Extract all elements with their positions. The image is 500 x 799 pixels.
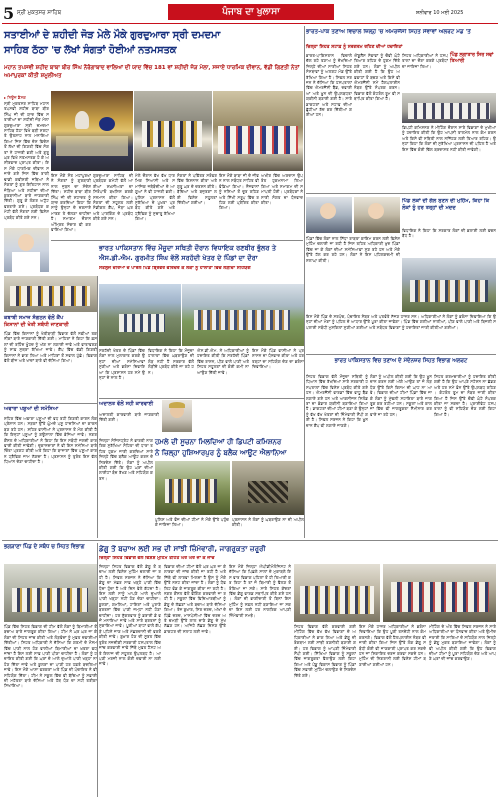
lead-column-6-text: ਇਸ ਮੌਕੇ ਬਾਬਾ ਜੀ ਦੇ ਜੀਵਨ ਨਾਲ ਸਬੰਧਤ ਸਾਹਿਤ ਵੀ ਵੰਡਿਆ ਗਿਆ। ਨੌਜਵਾਨਾਂ ਨੂੰ ਨਸ਼ਿਆਂ ਤੋਂ ਦੂਰ ਰਹਿਣ ਅਤੇ ਸਿੱਖੀ ਸਰੂਪ ਵਿੱਚ ਰਹਿਣ ਲਈ ਪ੍ਰੇਰਿਤ ਕੀਤਾ ਗਿਆ।: [219, 173, 259, 211]
bottom-left-photo: [4, 564, 97, 622]
bottom-left-text: ਪਿੰਡ ਵਿੱਚ ਸਿਹਤ ਵਿਭਾਗ ਦੀ ਟੀਮ ਵੱਲੋਂ ਲੋਕਾਂ ਨੂੰ ਬਿਮਾਰੀਆਂ ਤੋਂ ਬਚਾਅ ਬਾਰੇ ਜਾਗਰੂਕ ਕੀਤਾ ਗਿਆ। ਟੀਮ ਨੇ ਘਰ ਘਰ ਜਾ ਕੇ ਲੋਕਾਂ ਦੀ ਸਿਹਤ ਜਾਂਚ ਕੀਤੀ ਅਤੇ ਲੋੜਵੰਦਾਂ ਨੂੰ ਮੁਫ਼ਤ ਦਵਾਈਆਂ ਦਿੱਤੀਆਂ। ਸਿਹਤ ਅਧਿਕਾਰੀ ਨੇ ਦੱਸਿਆ ਕਿ ਗਰਮੀ ਦੇ ਮੌਸਮ ਵਿੱਚ ਪਾਣੀ ਨਾਲ ਹੋਣ ਵਾਲੀਆਂ ਬਿਮਾਰੀਆਂ ਦਾ ਖ਼ਤਰਾ ਵਧ ਜਾਂਦਾ ਹੈ ਇਸ ਲਈ ਸਾਫ਼ ਪਾਣੀ ਪੀਣਾ ਚਾਹੀਦਾ ਹੈ। ਲੋਕਾਂ ਨੂੰ ਹਦਾਇਤ ਕੀਤੀ ਗਈ ਕਿ ਘਰਾਂ ਦੇ ਆਲੇ ਦੁਆਲੇ ਪਾਣੀ ਖੜ੍ਹਾ ਨਾ ਹੋਣ ਦਿੱਤਾ ਜਾਵੇ ਅਤੇ ਕੂਲਰਾਂ ਦਾ ਪਾਣੀ ਹਰ ਹਫ਼ਤੇ ਬਦਲਿਆ ਜਾਵੇ। ਇਸ ਮੌਕੇ ਆਸ਼ਾ ਵਰਕਰਾਂ ਅਤੇ ਪਿੰਡ ਦੀ ਪੰਚਾਇਤ ਨੇ ਵੀ ਸਹਿਯੋਗ ਦਿੱਤਾ। ਟੀਮ ਨੇ ਸਕੂਲ ਵਿੱਚ ਵੀ ਬੱਚਿਆਂ ਨੂੰ ਸਫ਼ਾਈ ਦੀ ਮਹੱਤਤਾ ਬਾਰੇ ਦੱਸਿਆ ਅਤੇ ਹੱਥ ਧੋਣ ਦਾ ਸਹੀ ਤਰੀਕਾ ਸਿਖਾਇਆ।: [4, 624, 97, 689]
section-label: ਸ੍ਰੀ ਮੁਕਤਸਰ ਸਾਹਿਬ: [17, 10, 62, 16]
lower-center-portrait: [162, 400, 192, 432]
lead-photo-stage: [51, 91, 133, 171]
lower-center-photo-field: [155, 461, 230, 515]
center-photo-river: [99, 284, 181, 346]
right-top-subhead: ਜ਼ਿਲ੍ਹਾ ਸਿਹਤ ਸਟਾਫ਼ ਨੂੰ ਸਰਗਰਮ ਰਹਿਣ ਦੀਆਂ ਹਦਾਇਤਾਂ: [306, 45, 403, 50]
bottom-center-headline: ਡੇਂਗੂ ਤੋਂ ਬਚਾਅ ਲਈ ਸਭ ਦੀ ਸਾਂਝੀ ਜ਼ਿੰਮੇਵਾਰੀ, ਜਾਗਰੂਕਤਾ ਜ਼ਰੂਰੀ: [99, 544, 266, 553]
bottom-center-subhead: ਜ਼ਿਲ੍ਹਾ ਸਿਹਤ ਵਿਭਾਗ ਵੱਲੋਂ ਵਿਸ਼ੇਸ਼ ਮੁਹਿੰਮ ਤਹਿਤ ਘਰ ਘਰ ਜਾ ਕੇ ਜਾਂਚ: [99, 556, 215, 561]
right-lower-column-3: ਸਿਹਤ ਕਰਮਚਾਰੀਆਂ ਨੂੰ ਹਦਾਇਤ ਕੀਤੀ ਗਈ ਹੈ ਕਿ ਉਹ ਆਪਣੇ ਸਟੇਸ਼ਨ ਨਾ ਛੱਡਣ ਅਤੇ ਹਰ ਸਮੇਂ ਫ਼ੋਨ ਉੱਤੇ ਉਪਲਬਧ ਰਹਿਣ। ਕੰਟਰੋਲ ਰੂਮ ਦਾ ਨੰਬਰ ਜਾਰੀ ਕੀਤਾ ਗਿਆ ਹੈ ਜਿਸ ਉੱਤੇ ਚੌਵੀ ਘੰਟੇ ਸੰਪਰਕ ਕੀਤਾ ਜਾ ਸਕਦਾ ਹੈ। ਪ੍ਰਾਈਵੇਟ ਹਸਪਤਾਲਾਂ ਨੂੰ ਵੀ ਸਹਿਯੋਗ ਦੇਣ ਲਈ ਕਿਹਾ ਗਿਆ ਹੈ।: [434, 374, 496, 417]
right-top-column-4: ਡਿਪਟੀ ਕਮਿਸ਼ਨਰ ਨੇ ਮੀਟਿੰਗ ਦੌਰਾਨ ਸਾਰੇ ਵਿਭਾਗਾਂ ਦੇ ਮੁਖੀਆਂ ਨੂੰ ਹਦਾਇਤ ਕੀਤੀ ਕਿ ਉਹ ਆਪਸੀ ਤਾਲਮੇਲ ਨਾਲ ਕੰਮ ਕਰਨ ਅਤੇ ਕਿਸੇ ਵੀ ਸਥਿਤੀ ਨਾਲ ਨਜਿੱਠਣ ਲਈ ਤਿਆਰ ਰਹਿਣ। ਉਨ੍ਹਾਂ ਕਿਹਾ ਕਿ ਲੋਕਾਂ ਦੀ ਸੁਰੱਖਿਆ ਪ੍ਰਸ਼ਾਸਨ ਦੀ ਪਹਿਲ ਹੈ ਅਤੇ ਇਸ ਵਿੱਚ ਕੋਈ ਢਿੱਲ ਬਰਦਾਸ਼ਤ ਨਹੀਂ ਕੀਤੀ ਜਾਵੇਗੀ।: [402, 125, 496, 152]
center-column-2-text: ਵਿਧਾਇਕ ਨੇ ਕਿਹਾ ਕਿ ਮੌਜੂਦਾ ਹਾਲਾਤਾਂ ਵਿੱਚ ਘਬਰਾਉਣ ਦੀ ਲੋੜ ਨਹੀਂ ਹੈ ਸਰਕਾਰ ਵੱਲੋਂ ਲੋੜੀਂਦੇ ਪ੍ਰਬੰਧ ਕੀਤੇ ਜਾ ਰਹੇ ਹਨ।: [148, 348, 194, 375]
lower-center-small-headline: ਅਦਾਲਤ ਵੱਲੋਂ ਸਹੀ ਕਾਰਵਾਈ: [99, 401, 154, 407]
divider: [306, 193, 496, 194]
bottom-right-column-1: ਸਿਹਤ ਵਿਭਾਗ ਵੱਲੋਂ ਕਰਵਾਈ ਗਈ ਮੀਟਿੰਗ ਵਿੱਚ ਵੱਖ ਵੱਖ ਵਿਭਾਗਾਂ ਦੇ ਅਧਿਕਾਰੀਆਂ ਨੇ ਭਾਗ ਲਿਆ ਅਤੇ ਡੇਂਗੂ ਦੀ ਰੋਕਥਾਮ ਲਈ ਸਾਂਝੀ ਰਣਨੀਤੀ ਬਣਾਈ ਗਈ। ਹਰ ਵਿਭਾਗ ਨੂੰ ਆਪਣੀ ਜ਼ਿੰਮੇਵਾਰੀ ਸੌਂਪੀ ਗਈ। ਸਿੱਖਿਆ ਵਿਭਾਗ ਨੂੰ ਸਕੂਲਾਂ ਵਿੱਚ ਜਾਗਰੂਕਤਾ ਫੈਲਾਉਣ ਲਈ ਕਿਹਾ ਗਿਆ ਅਤੇ ਪੇਂਡੂ ਵਿਕਾਸ ਵਿਭਾਗ ਨੂੰ ਪਿੰਡਾਂ ਵਿੱਚ ਸਫ਼ਾਈ ਮੁਹਿੰਮ ਚਲਾਉਣ ਦੇ ਨਿਰਦੇਸ਼ ਦਿੱਤੇ ਗਏ।: [294, 624, 356, 678]
right-mid-photo-1: [306, 197, 352, 233]
divider: [4, 403, 97, 404]
bottom-center-column-1: ਜ਼ਿਲ੍ਹਾ ਸਿਹਤ ਵਿਭਾਗ ਵੱਲੋਂ ਡੇਂਗੂ ਤੋਂ ਬਚਾਅ ਲਈ ਵਿਸ਼ੇਸ਼ ਮੁਹਿੰਮ ਚਲਾਈ ਜਾ ਰਹੀ ਹੈ। ਸਿਵਲ ਸਰਜਨ ਨੇ ਦੱਸਿਆ ਕਿ ਡੇਂਗੂ ਦਾ ਮੱਛਰ ਸਾਫ਼ ਖੜ੍ਹੇ ਪਾਣੀ ਵਿੱਚ ਪੈਦਾ ਹੁੰਦਾ ਹੈ ਅਤੇ ਦਿਨ ਵੇਲੇ ਕੱਟਦਾ ਹੈ। ਇਸ ਲਈ ਸਾਨੂੰ ਆਪਣੇ ਆਲੇ ਦੁਆਲੇ ਪਾਣੀ ਖੜ੍ਹਾ ਨਹੀਂ ਹੋਣ ਦੇਣਾ ਚਾਹੀਦਾ। ਕੂਲਰਾਂ, ਗਮਲਿਆਂ, ਟਾਇਰਾਂ ਅਤੇ ਪੁਰਾਣੇ ਬਰਤਨਾਂ ਵਿੱਚ ਪਾਣੀ ਜਮ੍ਹਾਂ ਨਹੀਂ ਹੋਣਾ ਚਾਹੀਦਾ। ਹਰ ਸ਼ੁੱਕਰਵਾਰ ਨੂੰ ਡਰਾਈ ਡੇ ਵਜੋਂ ਮਨਾਇਆ ਜਾਵੇ ਅਤੇ ਸਾਰੇ ਬਰਤਨਾਂ ਨੂੰ ਸੁਕਾਇਆ ਜਾਵੇ। ਪੂਰੀਆਂ ਬਾਹਾਂ ਵਾਲੇ ਕੱਪੜੇ ਪਹਿਨੇ ਜਾਣ ਅਤੇ ਮੱਛਰਦਾਨੀ ਦੀ ਵਰਤੋਂ ਕੀਤੀ ਜਾਵੇ। ਬੁਖ਼ਾਰ ਹੋਣ ਦੀ ਸੂਰਤ ਵਿੱਚ ਤੁਰੰਤ ਨਜ਼ਦੀਕੀ ਸਰਕਾਰੀ ਹਸਪਤਾਲ ਵਿੱਚ ਜਾਂਚ ਕਰਵਾਈ ਜਾਵੇ ਜਿੱਥੇ ਮੁਫ਼ਤ ਟੈਸਟ ਅਤੇ ਇਲਾਜ ਦੀ ਸਹੂਲਤ ਉਪਲਬਧ ਹੈ। ਆਪਣੀ ਮਰਜ਼ੀ ਨਾਲ ਕੋਈ ਦਵਾਈ ਨਾ ਲਈ ਜਾਵੇ।: [99, 564, 161, 667]
lower-center-column-1: ਜ਼ਿਲ੍ਹਾ ਮੈਜਿਸਟ੍ਰੇਟ ਨੇ ਭਾਰਤੀ ਨਾਗਰਿਕ ਸੁਰੱਖਿਆ ਸੰਹਿਤਾ ਦੀ ਧਾਰਾ ਤਹਿਤ ਹੁਕਮ ਜਾਰੀ ਕਰਦਿਆਂ ਸਾਰੇ ਜ਼ਿਲ੍ਹੇ ਵਿੱਚ ਬਲੈਕ ਆਊਟ ਕਰਨ ਦੇ ਨਿਰਦੇਸ਼ ਦਿੱਤੇ। ਲੋਕਾਂ ਨੂੰ ਅਪੀਲ ਕੀਤੀ ਗਈ ਕਿ ਉਹ ਘਰਾਂ ਦੀਆਂ ਲਾਈਟਾਂ ਬੰਦ ਰੱਖਣ ਅਤੇ ਸਹਿਯੋਗ ਕਰਨ।: [99, 438, 153, 481]
lead-column-5-text: ਸੰਗਤਾਂ ਨੇ ਪਵਿੱਤਰ ਸਰੋਵਰ ਵਿੱਚ ਇਸ਼ਨਾਨ ਕੀਤਾ ਅਤੇ ਗੁਰੂ ਘਰ ਦੇ ਦਰਸ਼ਨ ਕੀਤੇ। ਬੱਚਿਆਂ ਅਤੇ ਬਜ਼ੁਰਗਾਂ ਲਈ ਵਿਸ਼ੇਸ਼ ਸਹੂਲਤਾਂ ਦਿੱਤੀਆਂ ਗਈਆਂ।: [177, 173, 217, 206]
lead-column-2-text: ਇਸ ਮੌਕੇ ਸੰਤ ਮਹਾਂਪੁਰਖਾਂ ਨੇ ਸੰਗਤਾਂ ਨੂੰ ਗੁਰਬਾਣੀ ਨਾਲ ਜੁੜਨ ਦਾ ਸੰਦੇਸ਼ ਦਿੱਤਾ। ਸ਼ਹੀਦ ਬਾਬਾ ਬੀਰ ਸਿੰਘ ਜੀ ਦੀ ਸ਼ਹਾਦਤ ਨੂੰ ਯਾਦ ਕਰਦਿਆਂ ਕਿਹਾ ਕਿ ਸਾਨੂੰ ਉਨ੍ਹਾਂ ਦੇ ਦਰਸਾਏ ਮਾਰਗ ਤੇ ਚੱਲਣਾ ਚਾਹੀਦਾ ਹੈ। ਸਮਾਗਮ ਦੌਰਾਨ ਅੰਮ੍ਰਿਤ ਸੰਚਾਰ ਵੀ ਕਰਵਾਇਆ ਗਿਆ।: [51, 173, 91, 233]
lead-photo-crowd: [134, 91, 212, 171]
lower-center-headline-2: ਨੇ ਜ਼ਿਲ੍ਹਾ ਹੁਸ਼ਿਆਰਪੁਰ ਨੂੰ ਬਲੈਕ ਆਊਟ ਐਲਾਨਿਆ: [155, 449, 287, 457]
lead-column-7-text: ਅਖੀਰ ਵਿੱਚ ਅਰਦਾਸ ਉਪਰੰਤ ਹੁਕਮਨਾਮਾ ਲਿਆ ਗਿਆ ਅਤੇ ਸਮਾਗਮ ਦੀ ਸਮਾਪਤੀ ਹੋਈ। ਪ੍ਰਬੰਧਕਾਂ ਨੇ ਸਾਰੀ ਸੰਗਤ ਦਾ ਧੰਨਵਾਦ ਕੀਤਾ।: [261, 173, 303, 206]
bottom-center-column-3: ਇਸ ਮੌਕੇ ਜ਼ਿਲ੍ਹਾ ਐਪੀਡੀਮੋਲੋਜਿਸਟ ਨੇ ਦੱਸਿਆ ਕਿ ਪਿਛਲੇ ਸਾਲਾਂ ਦੇ ਮੁਕਾਬਲੇ ਇਸ ਵਾਰ ਵਿਭਾਗ ਪਹਿਲਾਂ ਤੋਂ ਹੀ ਤਿਆਰੀ ਕਰ ਰਿਹਾ ਹੈ ਤਾਂ ਜੋ ਬਿਮਾਰੀ ਨੂੰ ਫੈਲਣ ਤੋਂ ਰੋਕਿਆ ਜਾ ਸਕੇ। ਸਾਰੇ ਸਿਹਤ ਕੇਂਦਰਾਂ ਵਿੱਚ ਡੇਂਗੂ ਵਾਰਡ ਸਥਾਪਿਤ ਕੀਤੇ ਗਏ ਹਨ। ਲੋਕਾਂ ਦੀ ਭਾਗੀਦਾਰੀ ਤੋਂ ਬਿਨਾਂ ਇਸ ਮੁਹਿੰਮ ਨੂੰ ਸਫ਼ਲ ਨਹੀਂ ਬਣਾਇਆ ਜਾ ਸਕਦਾ ਇਸ ਲਈ ਹਰ ਨਾਗਰਿਕ ਆਪਣੀ ਜ਼ਿੰਮੇਵਾਰੀ ਸਮਝੇ।: [229, 564, 291, 618]
left-lower-headline: ਅਵਾਰਾ ਪਸ਼ੂਆਂ ਦੀ ਸਮੱਸਿਆ: [4, 406, 59, 412]
right-top-photo-meeting: [402, 93, 496, 123]
right-mid-column-1: ਪਿੰਡਾਂ ਵਿੱਚ ਲੋਕਾਂ ਨਾਲ ਸਿੱਧਾ ਰਾਬਤਾ ਕਾਇਮ ਕਰਨ ਲਈ ਵਿਸ਼ੇਸ਼ ਮੁਹਿੰਮ ਚਲਾਈ ਜਾ ਰਹੀ ਹੈ ਜਿਸ ਤਹਿਤ ਅਧਿਕਾਰੀ ਖ਼ੁਦ ਪਿੰਡਾਂ ਵਿੱਚ ਜਾ ਕੇ ਲੋਕਾਂ ਦੀਆਂ ਸਮੱਸਿਆਵਾਂ ਸੁਣ ਰਹੇ ਹਨ ਅਤੇ ਮੌਕੇ ਉੱਤੇ ਹੱਲ ਕਰ ਰਹੇ ਹਨ। ਲੋਕਾਂ ਨੇ ਇਸ ਪਹਿਲਕਦਮੀ ਦੀ ਸ਼ਲਾਘਾ ਕੀਤੀ।: [306, 236, 400, 263]
center-column-1-text: ਸਰਹੱਦੀ ਖੇਤਰ ਦੇ ਪਿੰਡਾਂ ਵਿੱਚ ਲੋਕਾਂ ਨਾਲ ਮੁਲਾਕਾਤ ਕਰਕੇ ਉਨ੍ਹਾਂ ਦੀਆਂ ਸਮੱਸਿਆਵਾਂ ਸੁਣੀਆਂ ਅਤੇ ਭਰੋਸਾ ਦਿਵਾਇਆ ਕਿ ਪ੍ਰਸ਼ਾਸਨ ਹਰ ਸਮੇਂ ਉਨ੍ਹਾਂ ਦੇ ਨਾਲ ਹੈ।: [99, 348, 145, 381]
divider: [306, 354, 496, 355]
column-rule: [97, 543, 98, 797]
masthead-title: ਪੰਜਾਬ ਦਾ ਖੁਲਾਸਾ: [222, 7, 280, 17]
center-column-3-text: ਐਸ.ਡੀ.ਐਮ. ਨੇ ਅਧਿਕਾਰੀਆਂ ਨੂੰ ਹਦਾਇਤ ਕੀਤੀ ਕਿ ਸਰਹੱਦੀ ਪਿੰਡਾਂ ਵਿੱਚ ਰਾਸ਼ਨ, ਪੀਣ ਵਾਲੇ ਪਾਣੀ ਅਤੇ ਸਿਹਤ ਸਹੂਲਤਾਂ ਦੀ ਕੋਈ ਕਮੀ ਨਾ ਆਉਣ ਦਿੱਤੀ ਜਾਵੇ।: [197, 348, 249, 375]
bottom-right-column-3: ਮੀਟਿੰਗ ਦੇ ਅੰਤ ਵਿੱਚ ਸਿਵਲ ਸਰਜਨ ਨੇ ਸਾਰੇ ਅਧਿਕਾਰੀਆਂ ਦਾ ਧੰਨਵਾਦ ਕੀਤਾ ਅਤੇ ਉਮੀਦ ਜਤਾਈ ਕਿ ਸਾਰਿਆਂ ਦੇ ਸਹਿਯੋਗ ਨਾਲ ਜ਼ਿਲ੍ਹੇ ਨੂੰ ਡੇਂਗੂ ਮੁਕਤ ਬਣਾਇਆ ਜਾਵੇਗਾ। ਲੋਕਾਂ ਨੂੰ ਵੀ ਅਪੀਲ ਕੀਤੀ ਗਈ ਕਿ ਉਹ ਵਿਭਾਗ ਦੀਆਂ ਟੀਮਾਂ ਨੂੰ ਪੂਰਾ ਸਹਿਯੋਗ ਦੇਣ ਅਤੇ ਆਪਣੇ ਘਰਾਂ ਦੀ ਜਾਂਚ ਕਰਵਾਉਣ।: [429, 624, 496, 662]
lower-center-intro: ਅਦਾਲਤੀ ਕਾਰਵਾਈ ਬਾਰੇ ਜਾਣਕਾਰੀ ਦਿੱਤੀ ਗਈ।: [99, 412, 159, 423]
masthead-date: ਸ਼ਨੀਵਾਰ 10 ਮਈ 2025: [416, 10, 464, 16]
center-headline-1: ਭਾਰਤ ਪਾਕਿਸਤਾਨ ਵਿੱਚ ਮੌਜੂਦਾ ਸਥਿਤੀ ਦੌਰਾਨ ਵਿਧਾਇਕ ਰਣਬੀਰ ਭੁੱਲਰ ਤੇ: [99, 244, 277, 252]
right-lower-column-2: ਲੋਕਾਂ ਨੂੰ ਅਪੀਲ ਕੀਤੀ ਗਈ ਕਿ ਉਹ ਖ਼ੂਨਦਾਨ ਕਰਨ ਲਈ ਅੱਗੇ ਆਉਣ ਤਾਂ ਜੋ ਲੋੜ ਪੈਣ ਉੱਤੇ ਕਿਸੇ ਕਿਸਮ ਦੀ ਘਾਟ ਨਾ ਆਵੇ। ਵਿਭਾਗ ਦੀਆਂ ਟੀਮਾਂ ਪਿੰਡਾਂ ਵਿੱਚ ਜਾ ਕੇ ਲੋਕਾਂ ਨੂੰ ਮੁੱਢਲੀ ਸਹਾਇਤਾ ਬਾਰੇ ਜਾਗਰੂਕ ਕਰ ਰਹੀਆਂ ਹਨ। ਸਕੂਲਾਂ ਅਤੇ ਕਾਲਜਾਂ ਵਿੱਚ ਵੀ ਜਾਗਰੂਕਤਾ ਸੈਮੀਨਾਰ ਕਰਵਾਏ ਜਾ ਰਹੇ ਹਨ।: [370, 374, 432, 417]
lead-column-4-text: ਮੇਲੇ ਦੌਰਾਨ ਵੱਖ ਵੱਖ ਧਾਰਮਿਕ ਸਿਆਸੀ ਅਤੇ ਸਮਾਜਿਕ ਜਥੇਬੰਦੀਆਂ ਦੇ ਆਗੂਆਂ ਨੇ ਵੀ ਹਾਜ਼ਰੀ ਭਰੀ। ਪੁਲਿਸ ਪ੍ਰਸ਼ਾਸਨ ਵੱਲੋਂ ਸੁਰੱਖਿਆ ਦੇ ਪੁਖ਼ਤਾ ਪ੍ਰਬੰਧ ਕੀਤੇ ਗਏ ਅਤੇ ਟ੍ਰੈਫਿਕ ਨੂੰ ਸੁਚਾਰੂ ਰੱਖਿਆ ਗਿਆ।: [135, 173, 175, 222]
lead-portrait-photo: [4, 228, 49, 272]
left-lower-text: ਸ਼ਹਿਰ ਵਿੱਚ ਅਵਾਰਾ ਪਸ਼ੂਆਂ ਦੀ ਵਧ ਰਹੀ ਗਿਣਤੀ ਕਾਰਨ ਲੋਕ ਪ੍ਰੇਸ਼ਾਨ ਹਨ। ਸੜਕਾਂ ਉੱਤੇ ਘੁੰਮਦੇ ਪਸ਼ੂ ਹਾਦਸਿਆਂ ਦਾ ਕਾਰਨ ਬਣ ਰਹੇ ਹਨ। ਸ਼ਹਿਰ ਵਾਸੀਆਂ ਨੇ ਪ੍ਰਸ਼ਾਸਨ ਤੋਂ ਮੰਗ ਕੀਤੀ ਹੈ ਕਿ ਇਨ੍ਹਾਂ ਪਸ਼ੂਆਂ ਨੂੰ ਗਊਸ਼ਾਲਾ ਵਿੱਚ ਭੇਜਿਆ ਜਾਵੇ। ਨਗਰ ਕੌਂਸਲ ਦੇ ਅਧਿਕਾਰੀਆਂ ਨੇ ਕਿਹਾ ਕਿ ਇਸ ਸਬੰਧੀ ਜਲਦੀ ਕਾਰਵਾਈ ਕੀਤੀ ਜਾਵੇਗੀ। ਦੁਕਾਨਦਾਰਾਂ ਨੇ ਵੀ ਇਸ ਸਮੱਸਿਆ ਬਾਰੇ ਚਿੰਤਾ ਪ੍ਰਗਟ ਕੀਤੀ ਅਤੇ ਕਿਹਾ ਕਿ ਬਾਜ਼ਾਰਾਂ ਵਿੱਚ ਪਸ਼ੂਆਂ ਕਾਰਨ ਟ੍ਰੈਫਿਕ ਜਾਮ ਲੱਗਦਾ ਹੈ। ਪ੍ਰਸ਼ਾਸਨ ਨੂੰ ਤੁਰੰਤ ਇਸ ਵੱਲ ਧਿਆਨ ਦੇਣਾ ਚਾਹੀਦਾ ਹੈ।: [4, 416, 97, 465]
bottom-center-photo-meeting: [294, 564, 380, 622]
lower-center-column-2: ਪੁਲਿਸ ਅਤੇ ਫੌਜ ਦੀਆਂ ਟੀਮਾਂ ਨੇ ਮੌਕੇ ਉੱਤੇ ਪਹੁੰਚ ਕੇ ਜਾਇਜ਼ਾ ਲਿਆ।: [155, 517, 229, 528]
bottom-right-photo-group: [383, 564, 496, 622]
left-mid-subhead: ਕਿਸਾਨਾਂ ਦੀ ਖੇਤੀ ਸਬੰਧੀ ਜਾਣਕਾਰੀ: [4, 322, 69, 328]
right-top-column-1: ਭਾਰਤ-ਪਾਕਿਸਤਾਨ ਵਿਚਾਲੇ ਚੱਲ ਰਹੇ ਤਣਾਅ ਨੂੰ ਦੇਖਦਿਆਂ ਜ਼ਿਲ੍ਹੇ ਦੀਆਂ ਸਾਰੀਆਂ ਸਿਹਤ ਸੰਸਥਾਵਾਂ ਨੂੰ ਅਲਰਟ ਮੋਡ ਉੱਤੇ ਰੱਖਿਆ ਗਿਆ ਹੈ। ਸਿਵਲ ਸਰਜਨ ਨੇ ਦੱਸਿਆ ਕਿ ਹਸਪਤਾਲਾਂ ਵਿੱਚ ਐਮਰਜੈਂਸੀ ਬੈੱਡ, ਦਵਾਈਆਂ ਅਤੇ ਖ਼ੂਨ ਦੀ ਉਪਲਬਧਤਾ ਯਕੀਨੀ ਬਣਾਈ ਗਈ ਹੈ। ਸਾਰੇ ਡਾਕਟਰਾਂ ਅਤੇ ਸਟਾਫ਼ ਦੀਆਂ ਛੁੱਟੀਆਂ ਰੱਦ ਕਰ ਦਿੱਤੀਆਂ ਗਈਆਂ ਹਨ।: [306, 53, 352, 118]
lower-center-headline-1: ਹਮਲੇ ਦੀ ਸੂਚਨਾ ਮਿਲਦਿਆਂ ਹੀ ਡਿਪਟੀ ਕਮਿਸ਼ਨਰ: [155, 438, 282, 446]
page-number: 5: [3, 4, 15, 23]
lead-photo-langar: [213, 91, 303, 171]
right-mid-photo-2: [354, 197, 400, 233]
lead-column-1-text: ਸ੍ਰੀ ਮੁਕਤਸਰ ਸਾਹਿਬ ਮਹਾਨ ਤਪਸਵੀ ਸ਼ਹੀਦ ਬਾਬਾ ਬੀਰ ਸਿੰਘ ਜੀ ਦੀ ਯਾਦ ਵਿੱਚ ਸਤਾਈਆਂ ਦਾ ਸ਼ਹੀਦੀ ਜੋੜ ਮੇਲਾ ਗੁਰਦੁਆਰਾ ਸ੍ਰੀ ਦਮਦਮਾ ਸਾਹਿਬ ਠੱਠਾ ਵਿਖੇ ਬੜੀ ਸ਼ਰਧਾ ਤੇ ਉਤਸ਼ਾਹ ਨਾਲ ਮਨਾਇਆ ਗਿਆ ਜਿਸ ਵਿੱਚ ਦੇਸ਼ ਵਿਦੇਸ਼ ਤੋਂ ਲੱਖਾਂ ਦੀ ਗਿਣਤੀ ਵਿੱਚ ਸੰਗਤਾਂ ਨੇ ਹਾਜ਼ਰੀ ਭਰੀ ਅਤੇ ਗੁਰੂ ਘਰ ਵਿਖੇ ਨਤਮਸਤਕ ਹੋ ਕੇ ਅਸ਼ੀਰਵਾਦ ਪ੍ਰਾਪਤ ਕੀਤਾ। ਇਸ ਮੌਕੇ ਧਾਰਮਿਕ ਦੀਵਾਨ ਸਜਾਏ ਗਏ ਜਿਸ ਵਿੱਚ ਰਾਗੀ ਢਾਡੀ ਕਵੀਸ਼ਰੀ ਜਥਿਆਂ ਨੇ ਸੰਗਤਾਂ ਨੂੰ ਗੁਰ ਇਤਿਹਾਸ ਨਾਲ ਜੋੜਿਆ ਅਤੇ ਸ਼ਹੀਦਾਂ ਦੀਆਂ ਕੁਰਬਾਨੀਆਂ ਬਾਰੇ ਜਾਣਕਾਰੀ ਦਿੱਤੀ। ਗੁਰੂ ਕੇ ਲੰਗਰ ਅਟੁੱਟ ਵਰਤਾਏ ਗਏ। ਪ੍ਰਬੰਧਕ ਕਮੇਟੀ ਵੱਲੋਂ ਸੰਗਤਾਂ ਲਈ ਵਿਸ਼ੇਸ਼ ਪ੍ਰਬੰਧ ਕੀਤੇ ਗਏ ਸਨ।: [4, 101, 49, 220]
lower-center-column-3: ਪ੍ਰਸ਼ਾਸਨ ਨੇ ਲੋਕਾਂ ਨੂੰ ਘਬਰਾਉਣ ਨਾ ਦੀ ਅਪੀਲ ਕੀਤੀ।: [232, 517, 304, 528]
lead-subhead: ਮਹਾਨ ਤਪਸਵੀ ਸ਼ਹੀਦ ਬਾਬਾ ਬੀਰ ਸਿੰਘ ਨੌਰੰਗਾਬਾਦ ਵਾਲਿਆਂ ਦੀ ਯਾਦ ਵਿੱਚ 181 ਵਾਂ ਸ਼ਹੀਦੀ ਜੋੜ ਮੇਲਾ, ਸਜਾਏ ਧਾਰਮਿਕ ਦੀਵਾਨ, ਵੱਡੀ ਗਿਣਤੀ ਨੇਤਾਂ ਅਮਾਂਪੁਰਕਾਂ ਕੀਤੀ ਸ਼ਮੂਲੀਅਤ: [4, 65, 300, 79]
column-rule: [97, 276, 98, 538]
left-mid-photo-group: [4, 276, 97, 312]
bottom-left-headline: ਭਗੜਾਣਾ ਪਿੰਡ ਦੇ ਸਬੰਧ ਚ ਸਿਹਤ ਵਿਭਾਗ: [4, 544, 85, 550]
right-top-headline: ਭਾਰਤ-ਪਾਕ ਤਣਾਅ ਵਿਚਾਲੇ ਜ਼ਿਲ੍ਹੇ 'ਚ ਐਮਰਜੈਂਸੀ ਸਿਹਤ ਸੇਵਾਵਾਂ ਅਲਰਟ ਮੋਡ 'ਤੇ: [306, 29, 471, 35]
center-photo-field: [182, 284, 304, 346]
divider: [51, 240, 303, 241]
right-lower-headline: ਭਾਰਤ ਪਾਕਿਸਤਾਨ ਵਿਚ ਤਣਾਅ ਦੇ ਮੱਦੇਨਜ਼ਰ ਸਿਹਤ ਵਿਭਾਗ ਅਲਰਟ: [334, 358, 468, 364]
center-column-4-text: ਇਸ ਮੌਕੇ ਪਿੰਡ ਵਾਸੀਆਂ ਨੇ ਪ੍ਰਸ਼ਾਸਨ ਦਾ ਧੰਨਵਾਦ ਕੀਤਾ ਅਤੇ ਹਰ ਤਰ੍ਹਾਂ ਦਾ ਸਹਿਯੋਗ ਦੇਣ ਦਾ ਭਰੋਸਾ ਦਿਵਾਇਆ।: [252, 348, 304, 370]
right-top-column-2: ਐਂਬੂਲੈਂਸ ਸੇਵਾਵਾਂ ਨੂੰ ਚੌਵੀ ਘੰਟੇ ਤਿਆਰ ਰਹਿਣ ਦੇ ਹੁਕਮ ਦਿੱਤੇ ਗਏ ਹਨ। ਲੋਕਾਂ ਨੂੰ ਅਪੀਲ ਕੀਤੀ ਗਈ ਹੈ ਕਿ ਉਹ ਅਫ਼ਵਾਹਾਂ ਤੋਂ ਬਚਣ ਅਤੇ ਕਿਸੇ ਵੀ ਐਮਰਜੈਂਸੀ ਸਮੇਂ ਹੈਲਪਲਾਈਨ ਨੰਬਰ ਉੱਤੇ ਸੰਪਰਕ ਕਰਨ। ਵਿਭਾਗ ਵੱਲੋਂ ਕੰਟਰੋਲ ਰੂਮ ਵੀ ਸਥਾਪਿਤ ਕੀਤਾ ਗਿਆ ਹੈ।: [354, 53, 400, 102]
left-mid-headline: ਕਬਾਬੀ ਸਮਾਜ ਸੰਗਠਨ ਵੱਲੋਂ ਕੈਂਪ: [4, 315, 64, 321]
column-rule: [304, 26, 305, 538]
left-mid-text: ਪਿੰਡ ਵਿੱਚ ਕਿਸਾਨਾਂ ਨੂੰ ਖੇਤੀਬਾੜੀ ਵਿਭਾਗ ਵੱਲੋਂ ਨਵੀਆਂ ਤਕਨੀਕਾਂ ਬਾਰੇ ਜਾਣਕਾਰੀ ਦਿੱਤੀ ਗਈ। ਮਾਹਿਰਾਂ ਨੇ ਕਿਹਾ ਕਿ ਫ਼ਸਲਾਂ ਦੀ ਰਹਿੰਦ ਖੂੰਹਦ ਨੂੰ ਅੱਗ ਨਾ ਲਗਾਈ ਜਾਵੇ ਅਤੇ ਵਾਤਾਵਰਣ ਨੂੰ ਸਾਫ਼ ਸੁਥਰਾ ਰੱਖਿਆ ਜਾਵੇ। ਕੈਂਪ ਵਿੱਚ ਵੱਡੀ ਗਿਣਤੀ ਕਿਸਾਨਾਂ ਨੇ ਭਾਗ ਲਿਆ ਅਤੇ ਮਾਹਿਰਾਂ ਤੋਂ ਸਵਾਲ ਪੁੱਛੇ। ਵਿਭਾਗ ਵੱਲੋਂ ਬੀਜ ਅਤੇ ਖਾਦਾਂ ਬਾਰੇ ਵੀ ਦੱਸਿਆ ਗਿਆ।: [4, 331, 97, 364]
divider: [99, 398, 304, 399]
divider: [2, 540, 498, 541]
lead-column-3-text: ਗੁਰਦੁਆਰਾ ਸਾਹਿਬ ਦੀ ਪ੍ਰਬੰਧਕ ਕਮੇਟੀ ਵੱਲੋਂ ਆਈਆਂ ਸ਼ਖ਼ਸੀਅਤਾਂ ਦਾ ਸਿਰੋਪਾਓ ਬਖਸ਼ਿਸ਼ ਕਰਕੇ ਸਨਮਾਨ ਕੀਤਾ ਗਿਆ। ਸੰਗਤਾਂ ਦੀ ਸਹੂਲਤ ਲਈ ਮੈਡੀਕਲ ਕੈਂਪ, ਜੋੜਾ ਘਰ ਅਤੇ ਪਾਰਕਿੰਗ ਦੇ ਪ੍ਰਬੰਧ ਕੀਤੇ ਗਏ ਸਨ।: [93, 173, 133, 222]
right-mid-column-3: ਇਸ ਮੌਕੇ ਪਿੰਡ ਦੇ ਸਰਪੰਚ, ਪੰਚਾਇਤ ਮੈਂਬਰ ਅਤੇ ਪਤਵੰਤੇ ਸੱਜਣ ਹਾਜ਼ਰ ਸਨ। ਅਧਿਕਾਰੀਆਂ ਨੇ ਲੋਕਾਂ ਨੂੰ ਭਰੋਸਾ ਦਿਵਾਇਆ ਕਿ ਉਨ੍ਹਾਂ ਦੀਆਂ ਮੰਗਾਂ ਨੂੰ ਪਹਿਲ ਦੇ ਆਧਾਰ ਉੱਤੇ ਪੂਰਾ ਕੀਤਾ ਜਾਵੇਗਾ। ਪਿੰਡ ਵਿੱਚ ਗਲੀਆਂ ਨਾਲੀਆਂ, ਪੀਣ ਵਾਲੇ ਪਾਣੀ ਅਤੇ ਬਿਜਲੀ ਸਪਲਾਈ ਸਬੰਧੀ ਮੁਸ਼ਕਿਲਾਂ ਸੁਣੀਆਂ ਗਈਆਂ ਅਤੇ ਸਬੰਧਤ ਵਿਭਾਗਾਂ ਨੂੰ ਹਦਾਇਤਾਂ ਜਾਰੀ ਕੀਤੀਆਂ ਗਈਆਂ।: [306, 314, 496, 330]
right-mid-headline: ਪਿੰਡ ਲੋਕਾਂ ਦੀ ਗੱਲ ਸੁਣਨ ਦੀ ਮੁਹਿੰਮ, ਕਿਹਾ ਕਿ ਲੋਕਾਂ ਨੂੰ ਹਰ ਤਰ੍ਹਾਂ ਦੀ ਮਦਦ: [402, 198, 490, 211]
lead-headline-1: ਸਤਾਈਆਂ ਦੇ ਸ਼ਹੀਦੀ ਜੋੜ ਮੇਲੇ ਮੌਕੇ ਗੁਰਦੁਆਰਾ ਸ੍ਰੀ ਦਮਦਮਾ: [4, 30, 221, 41]
center-subhead: ਸਤਲੁਜ ਦਰਿਆ ਦੇ ਪਾਰਲੇ ਪਿੰਡ ਬ੍ਰਿਵਰ ਵਰਿੰਦਰ ਕੇ ਲੋਕਾਂ ਨੂੰ ਹਾਲਾਤਾਂ ਵਿੱਚ ਲੋੜੀਂਦਾ ਸਹਿਯੋਗ: [99, 266, 251, 271]
right-lower-column-1: ਸਿਹਤ ਵਿਭਾਗ ਵੱਲੋਂ ਮੌਜੂਦਾ ਸਥਿਤੀ ਨੂੰ ਧਿਆਨ ਵਿੱਚ ਰੱਖਦਿਆਂ ਸਾਰੇ ਸਰਕਾਰੀ ਹਸਪਤਾਲਾਂ ਵਿੱਚ ਵਿਸ਼ੇਸ਼ ਪ੍ਰਬੰਧ ਕੀਤੇ ਗਏ ਹਨ। ਐਮਰਜੈਂਸੀ ਵਾਰਡਾਂ ਵਿੱਚ ਵਾਧੂ ਬੈੱਡ ਲਗਾਏ ਗਏ ਹਨ ਅਤੇ ਆਕਸੀਜਨ ਸਿਲੰਡਰਾਂ ਦਾ ਭੰਡਾਰ ਯਕੀਨੀ ਬਣਾਇਆ ਗਿਆ ਹੈ। ਡਾਕਟਰਾਂ ਦੀਆਂ ਟੀਮਾਂ ਬਣਾ ਕੇ ਉਨ੍ਹਾਂ ਨੂੰ ਵੱਖ ਵੱਖ ਖੇਤਰਾਂ ਦੀ ਜ਼ਿੰਮੇਵਾਰੀ ਸੌਂਪੀ ਗਈ ਹੈ। ਸਿਵਲ ਸਰਜਨ ਨੇ ਕਿਹਾ ਕਿ ਖ਼ੂਨਦਾਨ ਕੈਂਪ ਵੀ ਲਗਾਏ ਜਾਣਗੇ।: [306, 374, 368, 428]
lead-headline-2: ਸਾਹਿਬ ਠੱਠਾ 'ਚ ਲੱਖਾਂ ਸੰਗਤਾਂ ਹੋਈਆਂ ਨਤਮਸਤਕ: [4, 45, 177, 56]
right-mid-photo-3: [402, 258, 496, 312]
masthead-rule: [2, 23, 498, 24]
center-headline-2: ਐਸ.ਡੀ.ਐਮ. ਗੁਰਮੀਤ ਸਿੰਘ ਵੱਲੋਂ ਸਰਹੱਦੀ ਖੇਤਰ ਦੇ ਪਿੰਡਾਂ ਦਾ ਦੌਰਾ: [99, 254, 258, 262]
right-side-headline: ਪਿੰਡ ਲਗਾਤਾਰ ਸਿਰ ਸਵਾਂ ਤਿਆਰੀ: [450, 53, 494, 64]
right-top-column-3: ਸਿਹਤ ਅਧਿਕਾਰੀਆਂ ਨੇ ਹਸਪਤਾਲਾਂ ਦਾ ਦੌਰਾ ਕਰਕੇ ਪ੍ਰਬੰਧਾਂ ਦਾ ਜਾਇਜ਼ਾ ਲਿਆ।: [402, 53, 448, 69]
lead-byline: ▸ ਨਿਊਜ਼ ਡੈਸਕ: [4, 95, 26, 100]
right-mid-column-2: ਵਿਧਾਇਕ ਨੇ ਕਿਹਾ ਕਿ ਸਰਕਾਰ ਲੋਕਾਂ ਦੀ ਭਲਾਈ ਲਈ ਵਚਨਬੱਧ ਹੈ।: [402, 228, 496, 239]
bottom-center-column-2: ਵਿਭਾਗ ਦੀਆਂ ਟੀਮਾਂ ਵੱਲੋਂ ਘਰ ਘਰ ਜਾ ਕੇ ਲਾਰਵਾ ਦੀ ਜਾਂਚ ਕੀਤੀ ਜਾ ਰਹੀ ਹੈ ਅਤੇ ਜਿੱਥੇ ਵੀ ਲਾਰਵਾ ਮਿਲਦਾ ਹੈ ਉਸ ਨੂੰ ਮੌਕੇ ਉੱਤੇ ਨਸ਼ਟ ਕੀਤਾ ਜਾਂਦਾ ਹੈ। ਲੋਕਾਂ ਨੂੰ ਪੈਂਫਲਿਟ ਵੰਡ ਕੇ ਜਾਗਰੂਕ ਕੀਤਾ ਜਾ ਰਹੀ ਹੈ। ਨਗਰ ਕੌਂਸਲ ਵੱਲੋਂ ਫੌਗਿੰਗ ਕਰਵਾਈ ਜਾ ਰਹੀ ਹੈ। ਸਕੂਲਾਂ ਵਿੱਚ ਵਿਦਿਆਰਥੀਆਂ ਨੂੰ ਡੇਂਗੂ ਦੇ ਲੱਛਣਾਂ ਅਤੇ ਬਚਾਅ ਬਾਰੇ ਦੱਸਿਆ ਗਿਆ। ਤੇਜ਼ ਬੁਖ਼ਾਰ, ਸਿਰ ਦਰਦ, ਅੱਖਾਂ ਦੇ ਪਿੱਛੇ ਦਰਦ, ਮਾਸਪੇਸ਼ੀਆਂ ਵਿੱਚ ਦਰਦ ਅਤੇ ਚਮੜੀ ਉੱਤੇ ਲਾਲ ਦਾਣੇ ਡੇਂਗੂ ਦੇ ਮੁੱਖ ਲੱਛਣ ਹਨ। ਅਜਿਹੇ ਲੱਛਣ ਦਿਸਣ ਉੱਤੇ ਡਾਕਟਰ ਦੀ ਸਲਾਹ ਲਈ ਜਾਵੇ।: [164, 564, 226, 634]
bottom-right-column-2: ਇਸ ਮੌਕੇ ਹਾਜ਼ਰ ਅਧਿਕਾਰੀਆਂ ਨੇ ਭਰੋਸਾ ਦਿਵਾਇਆ ਕਿ ਉਹ ਪੂਰੀ ਤਨਦੇਹੀ ਨਾਲ ਕੰਮ ਕਰਨਗੇ। ਵਿਭਾਗ ਵੱਲੋਂ ਹੈਲਪਲਾਈਨ ਨੰਬਰ ਵੀ ਜਾਰੀ ਕੀਤਾ ਗਿਆ ਜਿਸ ਉੱਤੇ ਲੋਕ ਡੇਂਗੂ ਸਬੰਧੀ ਕੋਈ ਵੀ ਜਾਣਕਾਰੀ ਪ੍ਰਾਪਤ ਕਰ ਸਕਦੇ ਹਨ ਜਾਂ ਸ਼ਿਕਾਇਤ ਦਰਜ ਕਰਵਾ ਸਕਦੇ ਹਨ। ਮੁਹਿੰਮ ਦੀ ਨਿਗਰਾਨੀ ਲਈ ਵਿਸ਼ੇਸ਼ ਟੀਮਾਂ ਬਣਾਈਆਂ ਗਈਆਂ ਹਨ।: [359, 624, 426, 667]
lower-center-photo-debris: [232, 461, 304, 515]
